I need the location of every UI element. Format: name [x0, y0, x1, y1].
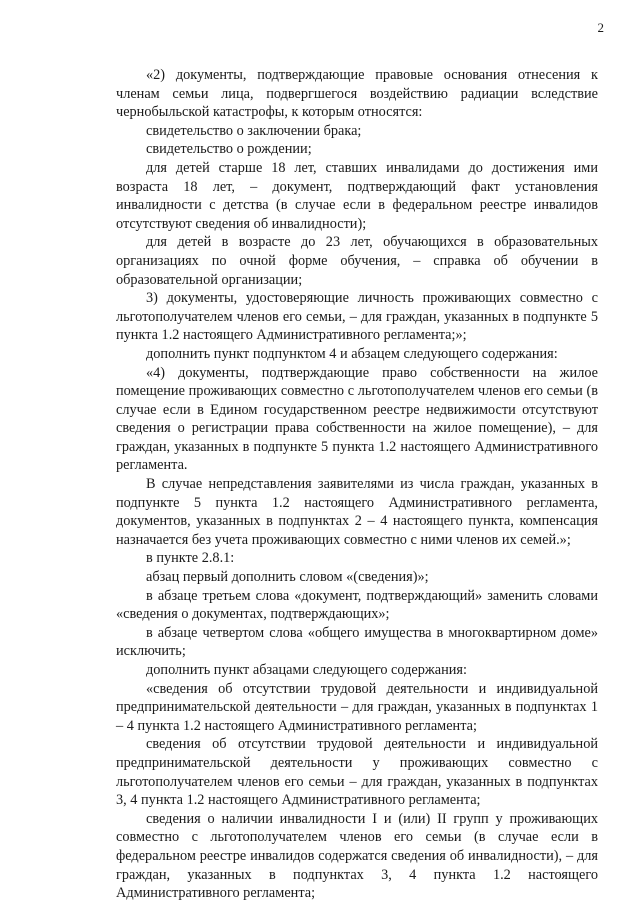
paragraph: абзац первый дополнить словом «(сведения)»; — [146, 569, 429, 586]
paragraph: «4) документы, подтверждающие право собственности на жилое помещение проживающих совместно с льготополучателем членов его семьи (в случае если в Едином государственном реестре недвижимости отсутствуют сведения о регистрации права собственности на жилое помещение), – для граждан, указанных в подпункте 5 пункта 1.2 настоящего Административного регламента. — [116, 364, 598, 474]
paragraph: сведения о наличии инвалидности I и (или) II групп у проживающих совместно с льготополучателем членов его семьи (в случае если в федеральном реестре инвалидов содержатся сведения об инвалидности), – для граждан, указанных в подпунктах 3, 4 пункта 1.2 настоящего Административного регламента; — [116, 810, 598, 902]
document-text — [116, 66, 598, 903]
paragraph: свидетельство о рождении; — [146, 141, 312, 158]
paragraph: сведения об отсутствии трудовой деятельности и индивидуальной предпринимательской деятельности у проживающих совместно с льготополучателем членов его семьи – для граждан, указанных в подпунктах 3, 4 пункта 1.2 настоящего Административного регламента; — [116, 736, 598, 809]
paragraph: «2) документы, подтверждающие правовые основания отнесения к членам семьи лица, подвергшегося воздействию радиации вследствие чернобыльской катастрофы, к которым относятся: — [116, 67, 598, 121]
paragraph: в абзаце третьем слова «документ, подтверждающий» заменить словами «сведения о документах, подтверждающих»; — [116, 587, 598, 623]
paragraph: дополнить пункт подпунктом 4 и абзацем следующего содержания: — [146, 345, 558, 362]
paragraph: для детей старше 18 лет, ставших инвалидами до достижения ими возраста 18 лет, – документ, подтверждающий факт установления инвалидности с детства (в случае если в федеральном реестре инвалидов отсутствуют сведения об инвалидности); — [116, 159, 598, 232]
paragraph: в пункте 2.8.1: — [146, 550, 235, 567]
paragraph: 3) документы, удостоверяющие личность проживающих совместно с льготополучателем членов его семьи, – для граждан, указанных в подпункте 5 пункта 1.2 настоящего Административного регламента;»; — [116, 290, 598, 344]
paragraph: В случае непредставления заявителями из числа граждан, указанных в подпункте 5 пункта 1.2 настоящего Административного регламента, документов, указанных в подпунктах 2 – 4 настоящего пункта, компенсация назначается без учета проживающих совместно с ними членов их семей.»; — [116, 476, 598, 548]
page-number: 2 — [597, 20, 604, 35]
paragraph: в абзаце четвертом слова «общего имущества в многоквартирном доме» исключить; — [116, 624, 598, 660]
paragraph: «сведения об отсутствии трудовой деятельности и индивидуальной предпринимательской деятельности – для граждан, указанных в подпунктах 1 – 4 пункта 1.2 настоящего Административного регламента; — [116, 680, 598, 734]
paragraph: дополнить пункт абзацами следующего содержания: — [146, 662, 467, 678]
paragraph: для детей в возрасте до 23 лет, обучающихся в образовательных организациях по очной форме обучения, – справка об обучении в образовательной организации; — [116, 234, 598, 288]
paragraph: свидетельство о заключении брака; — [146, 122, 362, 139]
